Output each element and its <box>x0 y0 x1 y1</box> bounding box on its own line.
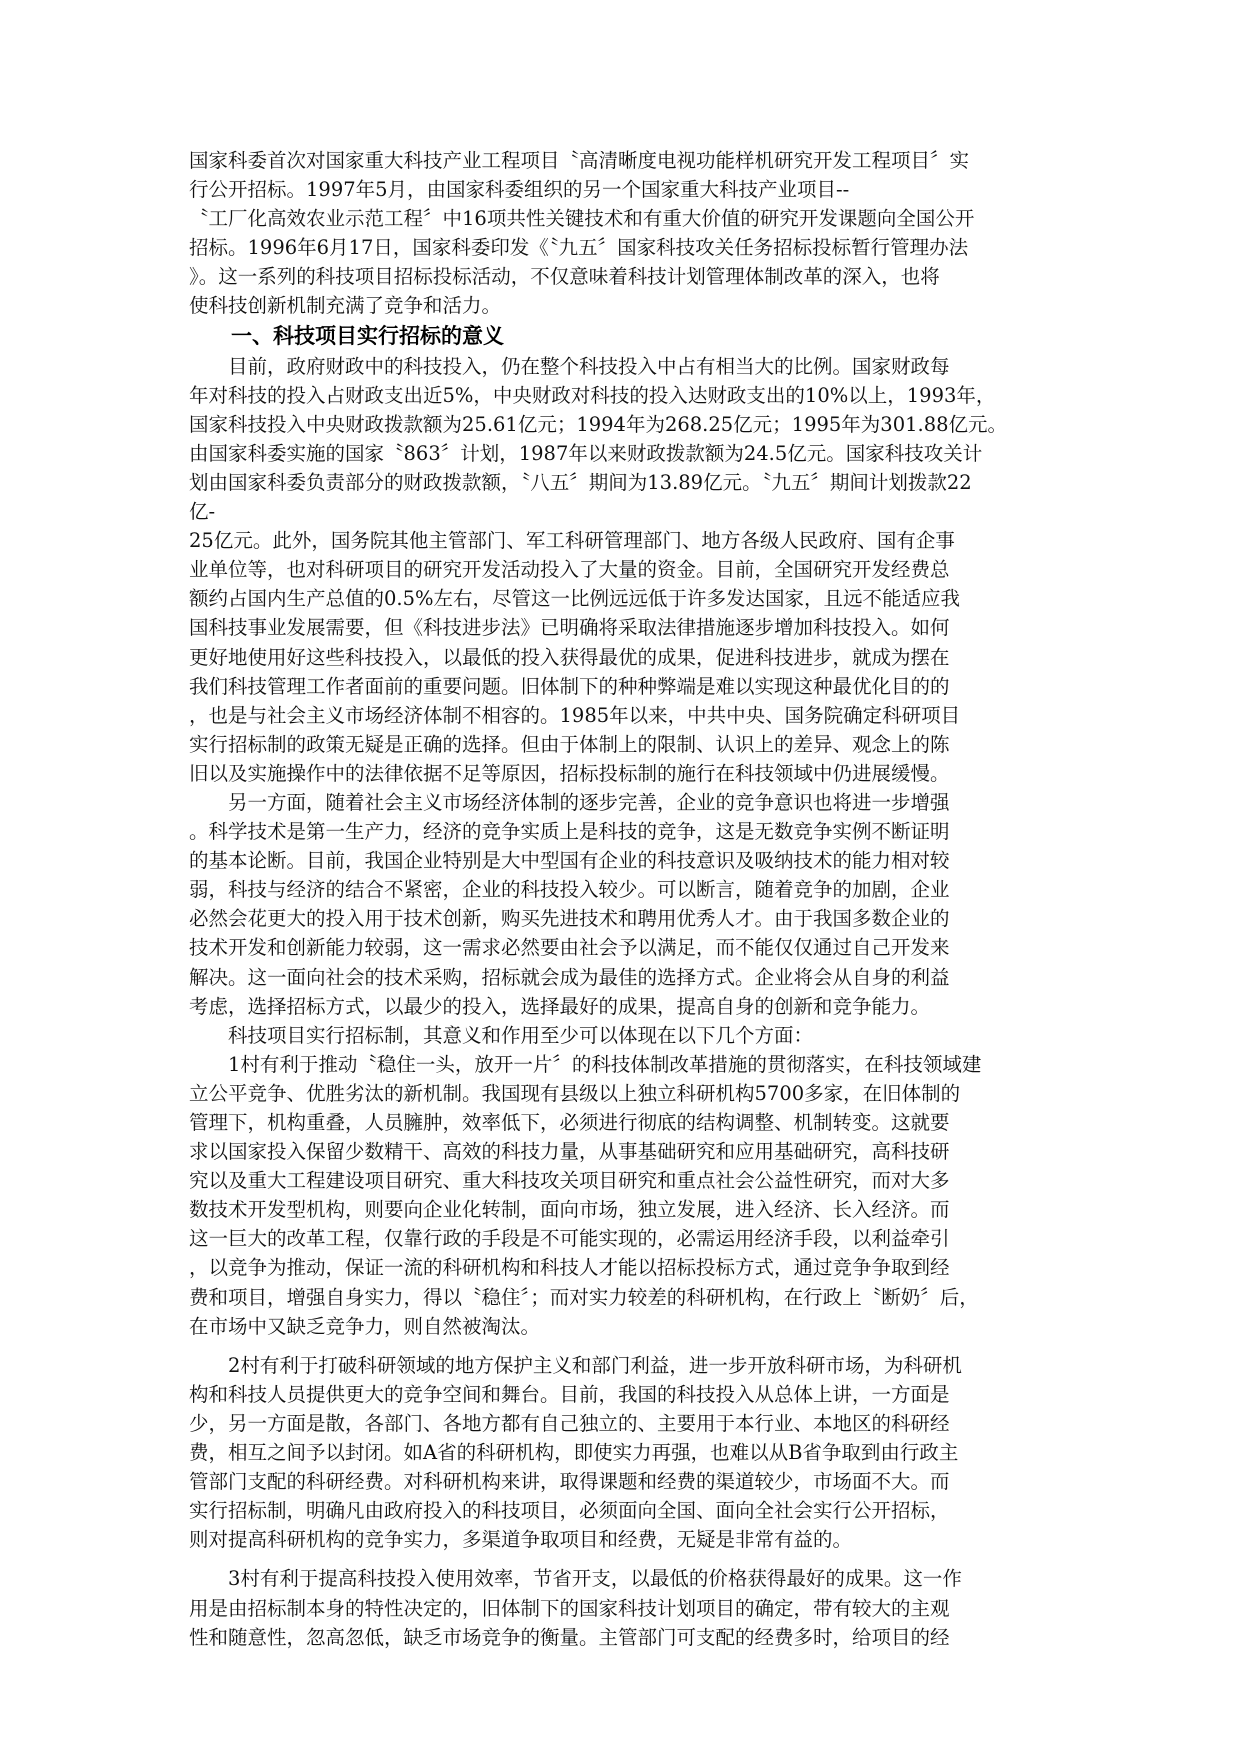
text-line: 。科学技术是第一生产力，经济的竞争实质上是科技的竞争，这是无数竞争实例不断证明 <box>189 820 950 844</box>
text-line: 25亿元。此外，国务院其他主管部门、军工科研管理部门、地方各级人民政府、国有企事 <box>189 529 955 553</box>
text-line: 划由国家科委负责部分的财政拨款额，〝八五〞期间为13.89亿元。〝九五〞期间计划拨款22 <box>189 470 972 494</box>
text-line: 额约占国内生产总值的0.5%左右，尽管这一比例远远低于许多发达国家，且远不能适应我 <box>189 587 961 611</box>
text-line: 国家科技投入中央财政拨款额为25.61亿元；1994年为268.25亿元；1995年为301.88亿元。 <box>189 412 1008 436</box>
point-3-paragraph <box>189 1564 1059 1651</box>
paragraph-funding <box>189 352 1059 788</box>
text-line: ，以竞争为推动，保证一流的科研机构和科技人才能以招标投标方式，通过竞争争取到经 <box>189 1256 950 1280</box>
text-line: 实行招标制的政策无疑是正确的选择。但由于体制上的限制、认识上的差异、观念上的陈 <box>189 732 950 756</box>
text-line: 费和项目，增强自身实力，得以〝稳住〞；而对实力较差的科研机构，在行政上〝断奶〞后， <box>189 1285 979 1309</box>
text-line: 另一方面，随着社会主义市场经济体制的逐步完善，企业的竞争意识也将进一步增强 <box>228 790 950 814</box>
text-line: 在市场中又缺乏竞争力，则自然被淘汰。 <box>189 1314 541 1338</box>
text-line: 我们科技管理工作者面前的重要问题。旧体制下的种种弊端是难以实现这种最优化目的的 <box>189 674 950 698</box>
text-line: 旧以及实施操作中的法律依据不足等原因，招标投标制的施行在科技领域中仍进展缓慢。 <box>189 761 950 785</box>
text-line: 由国家科委实施的国家〝863〞计划，1987年以来财政拨款额为24.5亿元。国家科技攻关计 <box>189 441 983 465</box>
text-line: 招标。1996年6月17日，国家科委印发《〝九五〞国家科技攻关任务招标投标暂行管理办法 <box>189 236 969 260</box>
text-line: 管部门支配的科研经费。对科研机构来讲，取得课题和经费的渠道较少，市场面不大。而 <box>189 1470 950 1494</box>
text-line: 科技项目实行招标制，其意义和作用至少可以体现在以下几个方面： <box>228 1023 814 1047</box>
text-line: 2村有利于打破科研领域的地方保护主义和部门利益，进一步开放科研市场，为科研机 <box>228 1353 962 1377</box>
paragraph-significance-intro <box>189 1021 1059 1050</box>
point-1-paragraph <box>189 1050 1059 1341</box>
text-line: 使科技创新机制充满了竞争和活力。 <box>189 294 502 318</box>
text-line: 少，另一方面是散，各部门、各地方都有自己独立的、主要用于本行业、本地区的科研经 <box>189 1411 950 1435</box>
text-line: 的基本论断。目前，我国企业特别是大中型国有企业的科技意识及吸纳技术的能力相对较 <box>189 849 950 873</box>
text-line: 用是由招标制本身的特性决定的，旧体制下的国家科技计划项目的确定，带有较大的主观 <box>189 1596 950 1620</box>
text-line: 则对提高科研机构的竞争实力，多渠道争取项目和经费，无疑是非常有益的。 <box>189 1528 853 1552</box>
text-line: 技术开发和创新能力较弱，这一需求必然要由社会予以满足，而不能仅仅通过自己开发来 <box>189 936 950 960</box>
text-line: 亿- <box>189 500 216 524</box>
section-heading: 一、科技项目实行招标的意义 <box>231 323 504 348</box>
text-line: 国家科委首次对国家重大科技产业工程项目〝高清晰度电视功能样机研究开发工程项目〞实 <box>189 149 970 172</box>
text-line: 3村有利于提高科技投入使用效率，节省开支，以最低的价格获得最好的成果。这一作 <box>228 1567 962 1591</box>
text-line: ，也是与社会主义市场经济体制不相容的。1985年以来，中共中央、国务院确定科研项目 <box>189 703 961 727</box>
document-body <box>189 146 1059 1652</box>
paragraph-gap <box>189 1554 1059 1564</box>
text-line: 更好地使用好这些科技投入，以最低的投入获得最优的成果，促进科技进步，就成为摆在 <box>189 645 950 669</box>
text-line: 年对科技的投入占财政支出近5%，中央财政对科技的投入达财政支出的10%以上，1993年， <box>189 383 996 407</box>
text-line: 国科技事业发展需要，但《科技进步法》已明确将采取法律措施逐步增加科技投入。如何 <box>189 616 950 640</box>
text-line: 业单位等，也对科研项目的研究开发活动投入了大量的资金。目前，全国研究开发经费总 <box>189 558 950 582</box>
text-line: 目前，政府财政中的科技投入，仍在整个科技投入中占有相当大的比例。国家财政每 <box>228 354 950 378</box>
text-line: 解决。这一面向社会的技术采购，招标就会成为最佳的选择方式。企业将会从自身的利益 <box>189 965 950 989</box>
text-line: 究以及重大工程建设项目研究、重大科技攻关项目研究和重点社会公益性研究，而对大多 <box>189 1169 950 1193</box>
text-line: 性和随意性，忽高忽低，缺乏市场竞争的衡量。主管部门可支配的经费多时，给项目的经 <box>189 1625 950 1649</box>
text-line: 实行招标制，明确凡由政府投入的科技项目，必须面向全国、面向全社会实行公开招标， <box>189 1499 950 1523</box>
text-line: 这一巨大的改革工程，仅靠行政的手段是不可能实现的，必需运用经济手段，以利益牵引 <box>189 1227 950 1251</box>
paragraph-enterprise <box>189 788 1059 1021</box>
text-line: 求以国家投入保留少数精干、高效的科技力量，从事基础研究和应用基础研究，高科技研 <box>189 1140 950 1164</box>
text-line: 必然会花更大的投入用于技术创新，购买先进技术和聘用优秀人才。由于我国多数企业的 <box>189 907 950 931</box>
text-line: 管理下，机构重叠，人员臃肿，效率低下，必须进行彻底的结构调整、机制转变。这就要 <box>189 1111 950 1134</box>
text-line: 弱，科技与经济的结合不紧密，企业的科技投入较少。可以断言，随着竞争的加剧，企业 <box>189 878 950 902</box>
text-line: 》。这一系列的科技项目招标投标活动，不仅意味着科技计划管理体制改革的深入，也将 <box>189 265 940 289</box>
intro-paragraph <box>189 146 1059 321</box>
text-line: 1村有利于推动〝稳住一头，放开一片〞的科技体制改革措施的贯彻落实，在科技领域建 <box>228 1052 982 1076</box>
point-2-paragraph <box>189 1351 1059 1555</box>
text-line: 费，相互之间予以封闭。如A省的科研机构，即使实力再强，也难以从B省争取到由行政主 <box>189 1441 959 1465</box>
text-line: 考虑，选择招标方式，以最少的投入，选择最好的成果，提高自身的创新和竞争能力。 <box>189 994 931 1018</box>
text-line: 构和科技人员提供更大的竞争空间和舞台。目前，我国的科技投入从总体上讲，一方面是 <box>189 1382 950 1406</box>
text-line: 〝工厂化高效农业示范工程〞中16项共性关键技术和有重大价值的研究开发课题向全国公开 <box>189 207 975 231</box>
text-line: 行公开招标。1997年5月，由国家科委组织的另一个国家重大科技产业项目-- <box>189 178 850 202</box>
text-line: 数技术开发型机构，则要向企业化转制，面向市场，独立发展，进入经济、长入经济。而 <box>189 1198 950 1222</box>
text-line: 立公平竞争、优胜劣汰的新机制。我国现有县级以上独立科研机构5700多家，在旧体制的 <box>189 1081 961 1105</box>
paragraph-gap <box>189 1341 1059 1351</box>
